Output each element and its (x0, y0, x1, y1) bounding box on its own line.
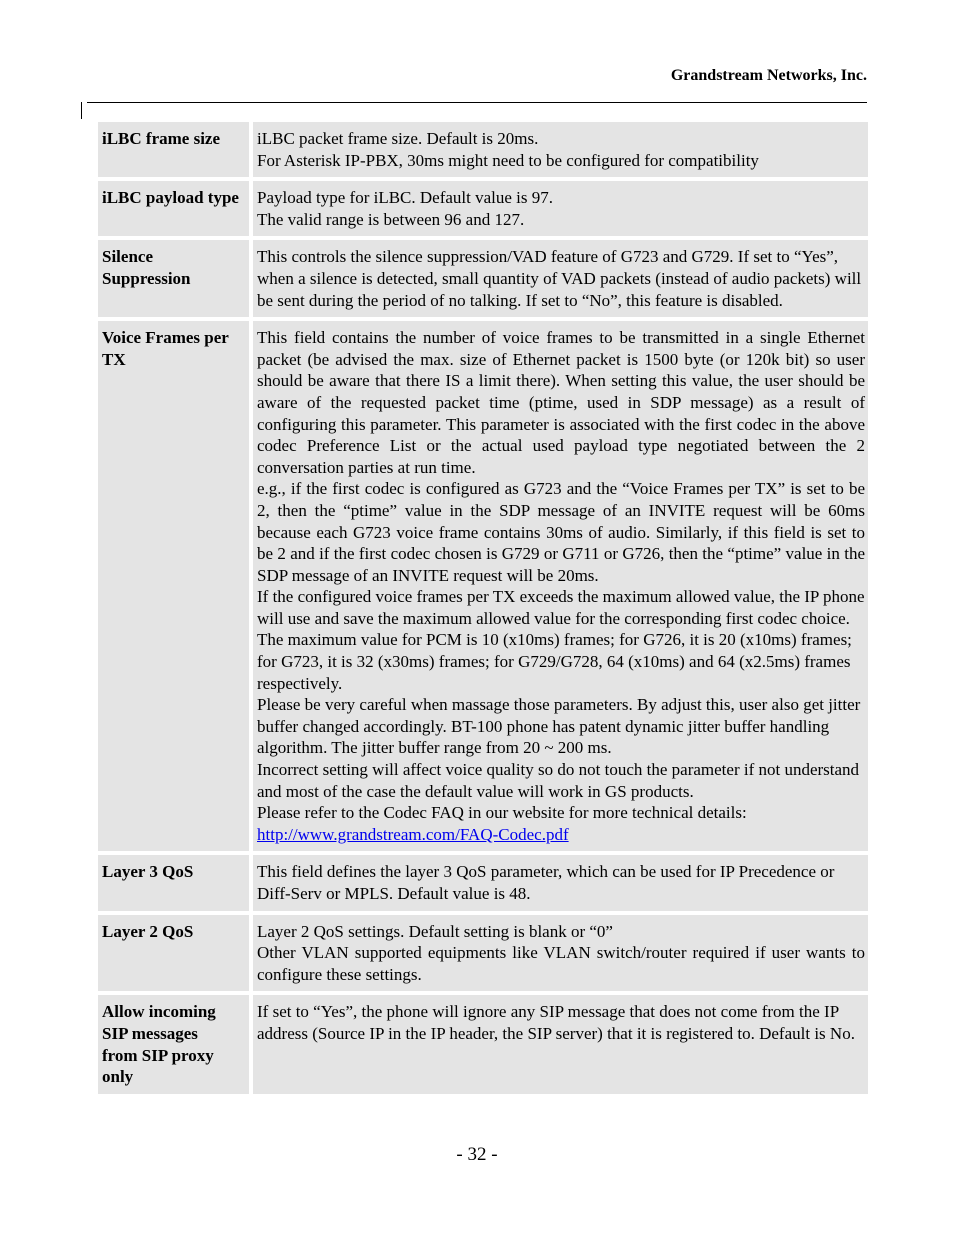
parameter-table (98, 122, 868, 1098)
table-row (98, 240, 868, 317)
table-row (98, 181, 868, 236)
param-desc-line: iLBC packet frame size. Default is 20ms. (257, 129, 539, 148)
param-desc-line: Please refer to the Codec FAQ in our website for more technical details: (257, 803, 747, 823)
codec-faq-link[interactable]: http://www.grandstream.com/FAQ-Codec.pdf (257, 824, 569, 844)
param-description (253, 321, 868, 851)
param-name: Silence Suppression (98, 240, 249, 317)
param-desc-line: Layer 2 QoS settings. Default setting is blank or “0” (257, 921, 613, 941)
param-name: Voice Frames per TX (98, 321, 249, 851)
header-tick (81, 102, 82, 119)
table-row (98, 321, 868, 851)
param-desc-line: If set to “Yes”, the phone will ignore any SIP message that does not come from the IP address (Source IP in the IP header, the SIP server) that it is registered to. Default is No. (257, 1002, 855, 1043)
param-description (253, 122, 868, 177)
param-desc-line: Other VLAN supported equipments like VLAN switch/router required if user wants to configure these settings. (257, 943, 865, 984)
param-description (253, 240, 868, 317)
param-desc-line: e.g., if the first codec is configured as G723 and the “Voice Frames per TX” is set to be 2, then the “ptime” value in the SDP message of an INVITE request will be 60ms because each G723 voice frame contains 30ms of audio. Similarly, if this field is set to be 2 and if the first codec chosen is G729 or G711 or G726, then the “ptime” value in the SDP message of an INVITE request will be 20ms. (257, 479, 865, 585)
param-name: Layer 2 QoS (98, 915, 249, 992)
param-desc-line: Please be very careful when massage those parameters. By adjust this, user also get jitter buffer changed accordingly. BT-100 phone has patent dynamic jitter buffer handling algorithm. The jitter buffer range from 20 ~ 200 ms. (257, 695, 861, 758)
param-name: Layer 3 QoS (98, 855, 249, 910)
param-desc-line: Payload type for iLBC. Default value is 97. (257, 188, 554, 208)
param-desc-line: For Asterisk IP-PBX, 30ms might need to be configured for compatibility (257, 150, 759, 170)
param-desc-line: This controls the silence suppression/VAD feature of G723 and G729. If set to “Yes”, when a silence is detected, small quantity of VAD packets (instead of audio packets) will be sent during the period of no talking. If set to “No”, this feature is disabled. (257, 247, 862, 310)
table-row (98, 995, 868, 1093)
param-name: Allow incoming SIP messages from SIP proxy only (98, 995, 249, 1093)
param-name: iLBC frame size (98, 122, 249, 177)
page-header-company: Grandstream Networks, Inc. (670, 67, 867, 84)
param-name: iLBC payload type (98, 181, 249, 236)
table-row (98, 915, 868, 992)
param-desc-line: This field contains the number of voice frames to be transmitted in a single Ethernet packet (be advised the max. size of Ethernet packet is 1500 byte (or 120k bit) so user should be aware that there IS a limit there). When setting this value, the user should be aware of the requested packet time (ptime, used in SDP message) as a result of configuring this parameter. This parameter is associated with the first codec in the above codec Preference List or the actual used payload type negotiated between the 2 conversation parties at run time. (257, 328, 865, 477)
param-description (253, 181, 868, 236)
table-row (98, 855, 868, 910)
param-desc-line: If the configured voice frames per TX exceeds the maximum allowed value, the IP phone will use and save the maximum allowed value for the corresponding first codec choice. The maximum value for PCM is 10 (x10ms) frames; for G726, it is 20 (x10ms) frames; for G723, it is 32 (x30ms) frames; for G729/G728, 64 (x10ms) and 64 (x2.5ms) frames respectively. (257, 587, 865, 693)
param-description (253, 855, 868, 910)
table-row (98, 122, 868, 177)
param-description (253, 915, 868, 992)
param-desc-line: The valid range is between 96 and 127. (257, 209, 525, 229)
param-desc-line: Incorrect setting will affect voice quality so do not touch the parameter if not understand and most of the case the default value will work in GS products. (257, 760, 860, 801)
param-desc-line: This field defines the layer 3 QoS parameter, which can be used for IP Precedence or Diff-Serv or MPLS. Default value is 48. (257, 862, 835, 903)
header-rule (87, 102, 867, 103)
param-description (253, 995, 868, 1093)
page-number: - 32 - (456, 1144, 498, 1165)
